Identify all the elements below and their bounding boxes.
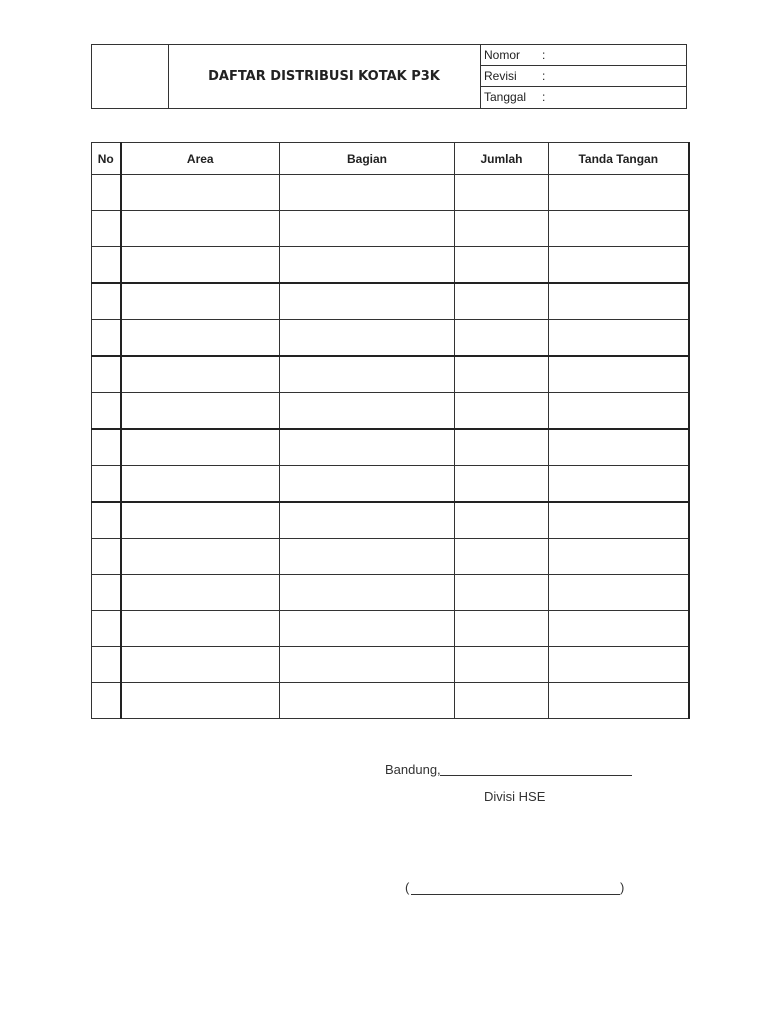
cell-tanda-tangan xyxy=(549,611,689,647)
cell-jumlah xyxy=(455,575,549,611)
cell-tanda-tangan xyxy=(549,429,689,466)
cell-jumlah xyxy=(455,683,549,719)
signature-close-paren: ) xyxy=(620,880,625,895)
title-cell xyxy=(168,45,481,108)
cell-tanda-tangan xyxy=(549,466,689,503)
cell-area xyxy=(121,683,280,719)
cell-bagian xyxy=(280,320,455,357)
cell-jumlah xyxy=(455,539,549,575)
cell-tanda-tangan xyxy=(549,575,689,611)
cell-jumlah xyxy=(455,247,549,284)
cell-no xyxy=(92,647,121,683)
cell-no xyxy=(92,211,121,247)
table-row xyxy=(92,429,689,466)
table-row xyxy=(92,575,689,611)
cell-area xyxy=(121,283,280,320)
column-header-no: No xyxy=(92,143,121,175)
cell-jumlah xyxy=(455,320,549,357)
cell-no xyxy=(92,283,121,320)
cell-no xyxy=(92,320,121,357)
cell-jumlah xyxy=(455,393,549,430)
table-row xyxy=(92,283,689,320)
column-header-area: Area xyxy=(121,143,280,175)
cell-jumlah xyxy=(455,283,549,320)
logo-cell xyxy=(92,45,169,108)
cell-jumlah xyxy=(455,502,549,539)
document-header xyxy=(91,44,687,109)
cell-tanda-tangan xyxy=(549,356,689,393)
cell-tanda-tangan xyxy=(549,320,689,357)
cell-tanda-tangan xyxy=(549,211,689,247)
cell-tanda-tangan xyxy=(549,683,689,719)
cell-bagian xyxy=(280,647,455,683)
cell-area xyxy=(121,393,280,430)
cell-area xyxy=(121,647,280,683)
cell-no xyxy=(92,429,121,466)
column-header-jumlah: Jumlah xyxy=(455,143,549,175)
cell-no xyxy=(92,539,121,575)
column-header-bagian: Bagian xyxy=(280,143,455,175)
cell-bagian xyxy=(280,283,455,320)
cell-no xyxy=(92,466,121,503)
cell-area xyxy=(121,466,280,503)
cell-no xyxy=(92,611,121,647)
cell-no xyxy=(92,247,121,284)
table-row xyxy=(92,393,689,430)
cell-area xyxy=(121,539,280,575)
cell-no xyxy=(92,175,121,211)
cell-area xyxy=(121,356,280,393)
cell-bagian xyxy=(280,502,455,539)
cell-no xyxy=(92,502,121,539)
meta-colon: : xyxy=(542,48,546,62)
cell-jumlah xyxy=(455,647,549,683)
cell-jumlah xyxy=(455,611,549,647)
meta-label: Tanggal xyxy=(484,90,527,104)
cell-tanda-tangan xyxy=(549,175,689,211)
column-header-tanda-tangan: Tanda Tangan xyxy=(549,143,689,175)
cell-tanda-tangan xyxy=(549,283,689,320)
meta-colon: : xyxy=(542,90,546,104)
cell-area xyxy=(121,247,280,284)
meta-label: Nomor xyxy=(484,48,521,62)
table-row xyxy=(92,539,689,575)
table-row xyxy=(92,211,689,247)
cell-bagian xyxy=(280,393,455,430)
signature-open-paren: ( xyxy=(405,880,410,895)
cell-jumlah xyxy=(455,175,549,211)
table-row xyxy=(92,611,689,647)
table-row xyxy=(92,356,689,393)
cell-bagian xyxy=(280,247,455,284)
cell-tanda-tangan xyxy=(549,539,689,575)
cell-area xyxy=(121,320,280,357)
cell-bagian xyxy=(280,466,455,503)
cell-jumlah xyxy=(455,429,549,466)
cell-no xyxy=(92,575,121,611)
cell-area xyxy=(121,175,280,211)
cell-area xyxy=(121,429,280,466)
table-row xyxy=(92,320,689,357)
cell-tanda-tangan xyxy=(549,502,689,539)
table-row xyxy=(92,502,689,539)
distribution-table xyxy=(91,142,690,719)
cell-bagian xyxy=(280,211,455,247)
cell-bagian xyxy=(280,683,455,719)
cell-bagian xyxy=(280,611,455,647)
meta-row-revisi xyxy=(481,66,686,87)
document-title: DAFTAR DISTRIBUSI KOTAK P3K xyxy=(208,69,440,84)
cell-bagian xyxy=(280,175,455,211)
cell-bagian xyxy=(280,429,455,466)
cell-tanda-tangan xyxy=(549,247,689,284)
meta-row-tanggal xyxy=(481,87,686,108)
cell-bagian xyxy=(280,575,455,611)
document-meta xyxy=(481,45,686,108)
cell-tanda-tangan xyxy=(549,393,689,430)
cell-no xyxy=(92,393,121,430)
table-header-row xyxy=(92,143,689,175)
cell-tanda-tangan xyxy=(549,647,689,683)
table-row xyxy=(92,466,689,503)
cell-area xyxy=(121,611,280,647)
cell-bagian xyxy=(280,539,455,575)
cell-no xyxy=(92,683,121,719)
meta-label: Revisi xyxy=(484,69,517,83)
table-row xyxy=(92,247,689,284)
cell-area xyxy=(121,575,280,611)
meta-colon: : xyxy=(542,69,546,83)
cell-jumlah xyxy=(455,356,549,393)
cell-jumlah xyxy=(455,466,549,503)
signature-place: Bandung, xyxy=(385,762,441,777)
date-line xyxy=(440,775,632,776)
table-row xyxy=(92,647,689,683)
signature-name-line xyxy=(411,894,620,895)
cell-bagian xyxy=(280,356,455,393)
table-body xyxy=(92,175,689,719)
signature-division: Divisi HSE xyxy=(484,789,546,804)
cell-no xyxy=(92,356,121,393)
cell-area xyxy=(121,211,280,247)
cell-jumlah xyxy=(455,211,549,247)
meta-row-nomor xyxy=(481,45,686,66)
cell-area xyxy=(121,502,280,539)
table-row xyxy=(92,175,689,211)
table-row xyxy=(92,683,689,719)
